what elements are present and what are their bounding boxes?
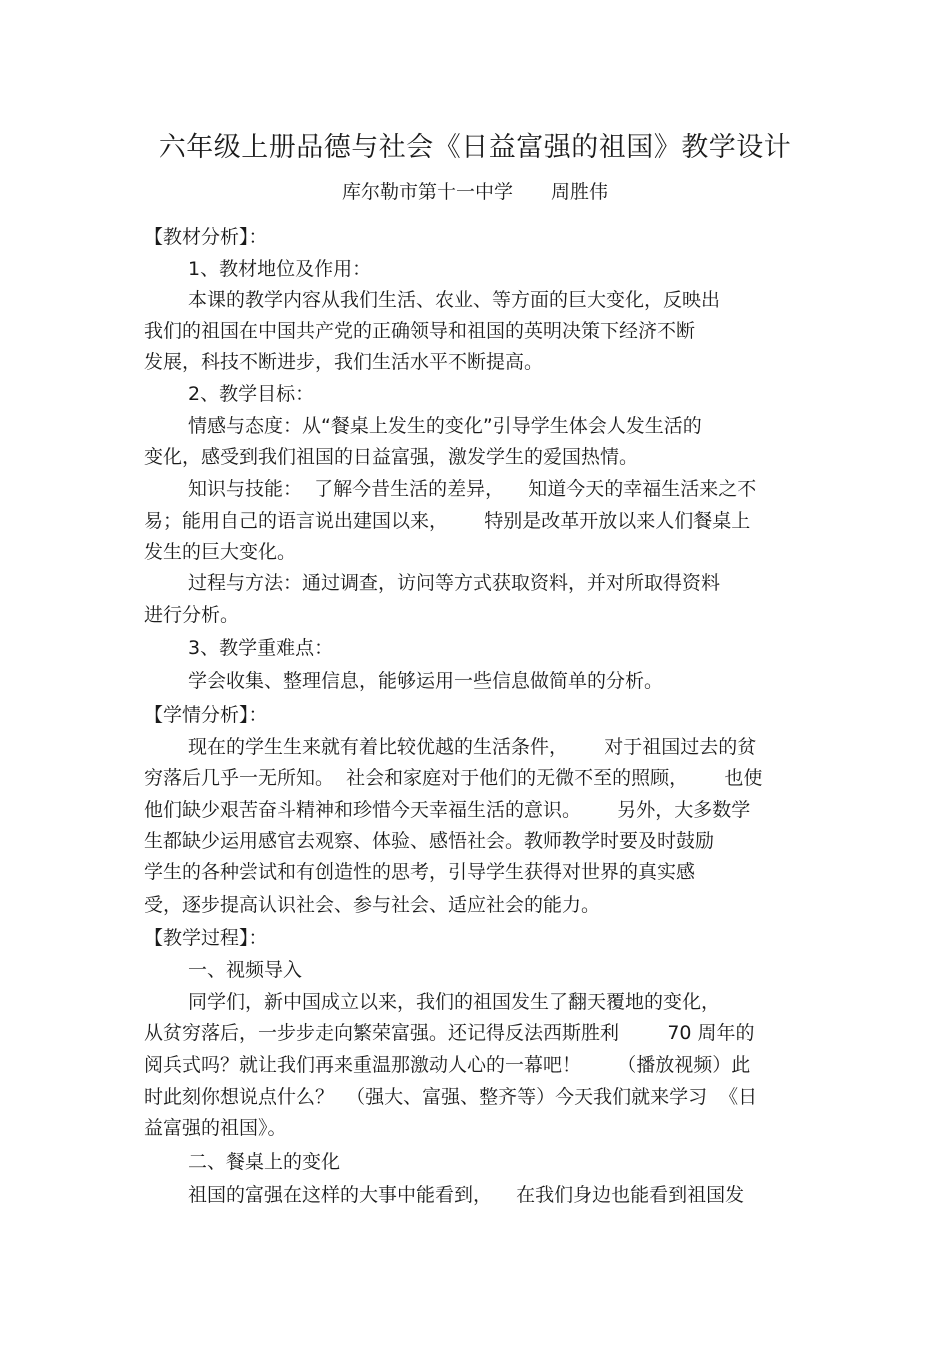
subheading: 一、视频导入 bbox=[188, 959, 303, 981]
paragraph-line: 变化，感受到我们祖国的日益富强，激发学生的爱国热情。 bbox=[144, 446, 639, 468]
paragraph-line: 益富强的祖国》。 bbox=[144, 1117, 287, 1139]
author-name: 周胜伟 bbox=[551, 181, 609, 203]
section-heading: 【教材分析】： bbox=[144, 226, 268, 248]
paragraph-line: 他们缺少艰苦奋斗精神和珍惜今天幸福生活的意识。 另外，大多数学 bbox=[144, 799, 751, 821]
paragraph-line: 穷落后几乎一无所知。 社会和家庭对于他们的无微不至的照顾， 也使 bbox=[144, 767, 763, 789]
section-heading: 【教学过程】： bbox=[144, 927, 268, 949]
paragraph-line: 进行分析。 bbox=[144, 604, 240, 626]
paragraph-line: 受，逐步提高认识社会、参与社会、适应社会的能力。 bbox=[144, 894, 601, 916]
page-title: 六年级上册品德与社会《日益富强的祖国》教学设计 bbox=[158, 132, 792, 163]
paragraph-line: 学会收集、整理信息，能够运用一些信息做简单的分析。 bbox=[188, 670, 664, 692]
paragraph-line: 生都缺少运用感官去观察、体验、感悟社会。教师教学时要及时鼓励 bbox=[144, 830, 715, 852]
section-heading: 【学情分析】： bbox=[144, 704, 268, 726]
author-line bbox=[0, 176, 950, 208]
paragraph-line: 现在的学生生来就有着比较优越的生活条件， 对于祖国过去的贫 bbox=[188, 736, 757, 758]
author-school: 库尔勒市第十一中学 bbox=[341, 181, 513, 203]
paragraph-line: 发生的巨大变化。 bbox=[144, 541, 297, 563]
paragraph-line: 过程与方法：通过调查，访问等方式获取资料，并对所取得资料 bbox=[188, 572, 721, 594]
subheading: 二、餐桌上的变化 bbox=[188, 1151, 341, 1173]
subheading: 1、教材地位及作用： bbox=[188, 258, 372, 280]
paragraph-line: 情感与态度：从“餐桌上发生的变化”引导学生体会人发生活的 bbox=[188, 415, 702, 437]
paragraph-line: 知识与技能： 了解今昔生活的差异， 知道今天的幸福生活来之不 bbox=[188, 478, 757, 500]
paragraph-line: 从贫穷落后，一步步走向繁荣富强。还记得反法西斯胜利 70 周年的 bbox=[144, 1022, 755, 1044]
paragraph-line: 阅兵式吗？就让我们再来重温那激动人心的一幕吧！ （播放视频）此 bbox=[144, 1054, 751, 1076]
paragraph-line: 同学们，新中国成立以来，我们的祖国发生了翻天覆地的变化， bbox=[188, 991, 721, 1013]
paragraph-line: 发展，科技不断进步，我们生活水平不断提高。 bbox=[144, 351, 544, 373]
subheading: 3、教学重难点： bbox=[188, 637, 334, 659]
paragraph-line: 祖国的富强在这样的大事中能看到， 在我们身边也能看到祖国发 bbox=[188, 1184, 745, 1206]
paragraph-line: 学生的各种尝试和有创造性的思考，引导学生获得对世界的真实感 bbox=[144, 861, 696, 883]
subheading: 2、教学目标： bbox=[188, 383, 315, 405]
paragraph-line: 我们的祖国在中国共产党的正确领导和祖国的英明决策下经济不断 bbox=[144, 320, 696, 342]
paragraph-line: 本课的教学内容从我们生活、农业、等方面的巨大变化，反映出 bbox=[188, 289, 721, 311]
paragraph-line: 易；能用自己的语言说出建国以来， 特别是改革开放以来人们餐桌上 bbox=[144, 510, 751, 532]
paragraph-line: 时此刻你想说点什么？ （强大、富强、整齐等）今天我们就来学习 《日 bbox=[144, 1086, 758, 1108]
